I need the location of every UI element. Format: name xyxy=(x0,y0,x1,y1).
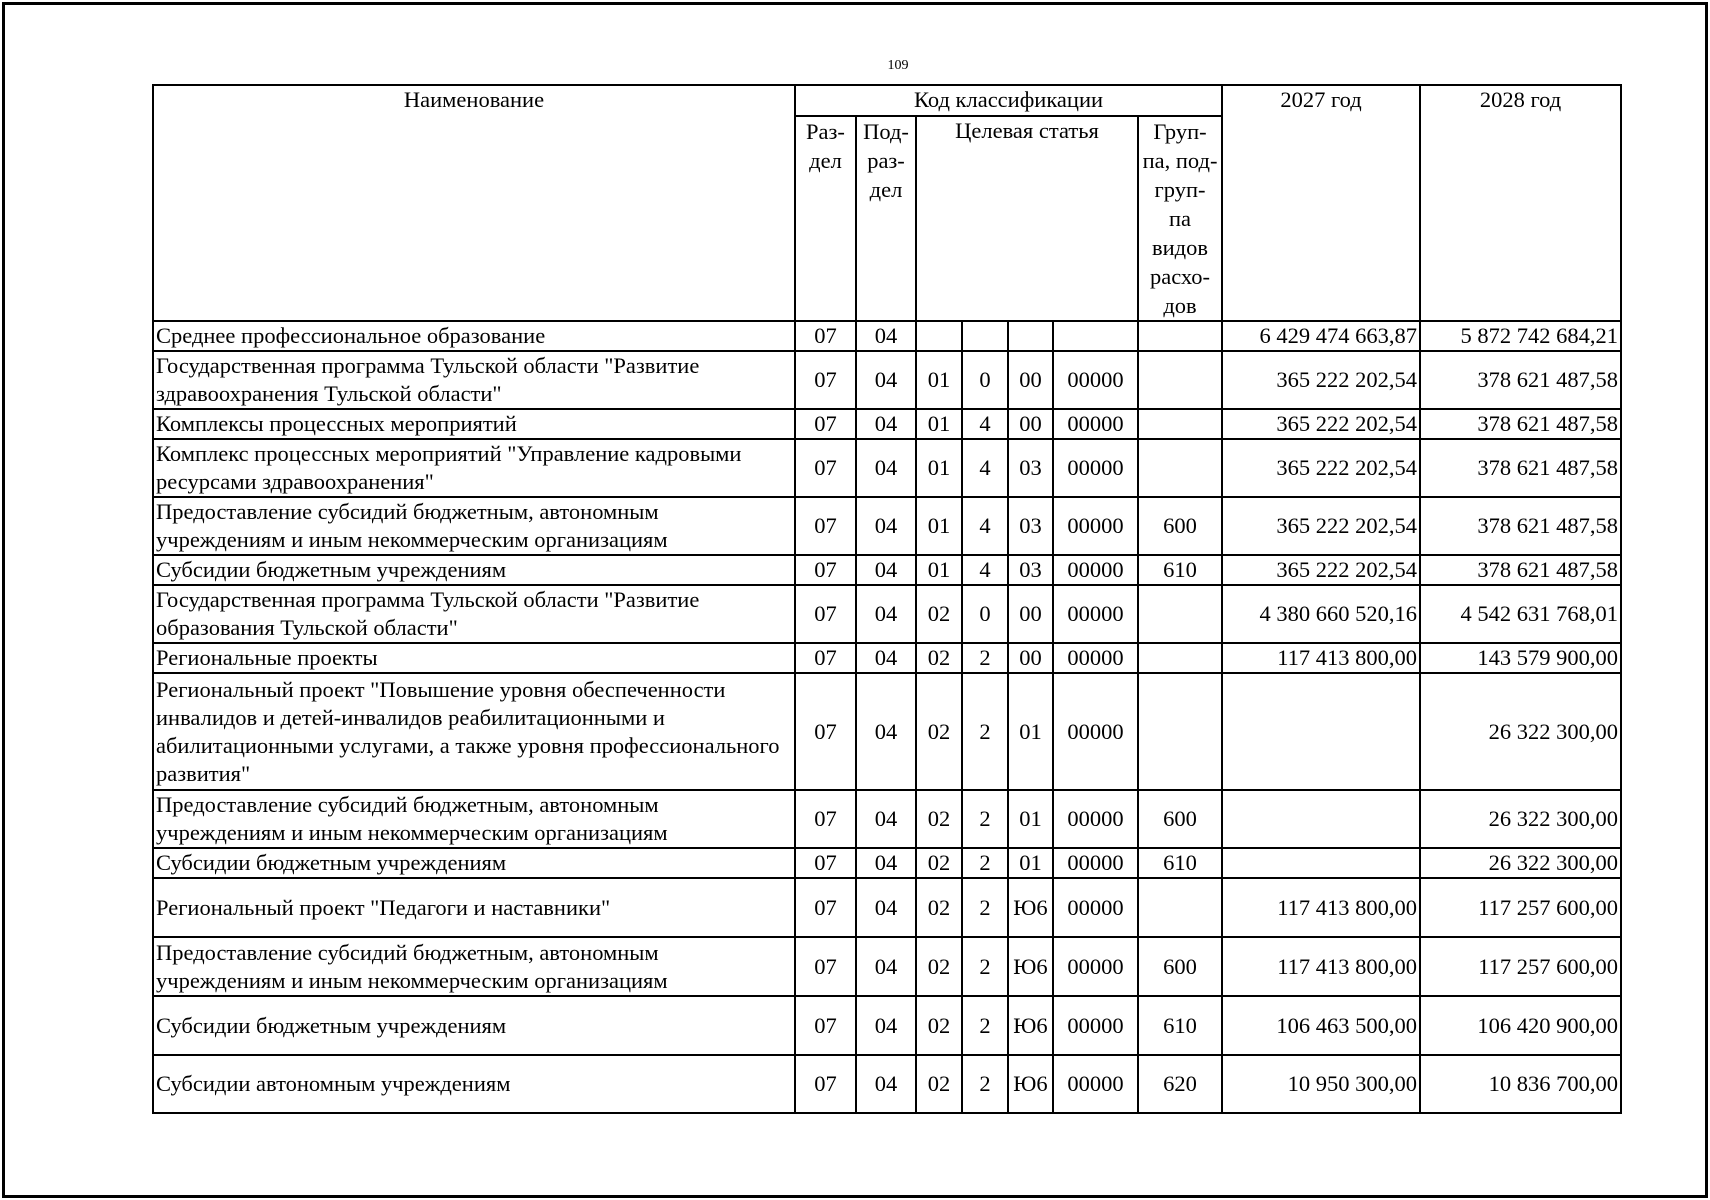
row-target-structure: 00 xyxy=(1008,409,1053,439)
row-subsection: 04 xyxy=(856,937,916,996)
header-target-article: Целевая статья xyxy=(916,116,1138,321)
row-subsection: 04 xyxy=(856,878,916,937)
row-name: Предоставление субсидий бюджетным, автономным учреждениям и иным некоммерческим организациям xyxy=(153,497,795,555)
row-target-direction: 00000 xyxy=(1053,585,1138,643)
row-section: 07 xyxy=(795,439,856,497)
row-target-structure: 00 xyxy=(1008,585,1053,643)
row-target-direction: 00000 xyxy=(1053,848,1138,878)
row-name: Региональный проект "Повышение уровня обеспеченности инвалидов и детей-инвалидов реабилитационными и абилитационными услугами, а также уровня профессионального развития" xyxy=(153,673,795,790)
row-amount-2027: 365 222 202,54 xyxy=(1222,439,1420,497)
table-row xyxy=(153,1055,1621,1113)
row-section: 07 xyxy=(795,409,856,439)
row-section: 07 xyxy=(795,351,856,409)
row-target-type: 2 xyxy=(962,643,1008,673)
table-row xyxy=(153,321,1621,351)
row-target-type: 2 xyxy=(962,996,1008,1055)
row-target-program: 01 xyxy=(916,497,962,555)
row-section: 07 xyxy=(795,790,856,848)
row-target-structure: Ю6 xyxy=(1008,996,1053,1055)
table-row xyxy=(153,996,1621,1055)
row-amount-2027 xyxy=(1222,673,1420,790)
row-amount-2028: 378 621 487,58 xyxy=(1420,409,1621,439)
table-row xyxy=(153,878,1621,937)
row-target-type: 2 xyxy=(962,1055,1008,1113)
row-target-structure: 00 xyxy=(1008,643,1053,673)
row-target-program: 02 xyxy=(916,878,962,937)
row-target-type: 2 xyxy=(962,673,1008,790)
row-section: 07 xyxy=(795,555,856,585)
row-name: Субсидии бюджетным учреждениям xyxy=(153,996,795,1055)
row-target-direction: 00000 xyxy=(1053,996,1138,1055)
row-expense-group xyxy=(1138,643,1222,673)
row-expense-group: 610 xyxy=(1138,555,1222,585)
table-row xyxy=(153,790,1621,848)
row-target-structure: Ю6 xyxy=(1008,1055,1053,1113)
row-amount-2027 xyxy=(1222,848,1420,878)
table-row xyxy=(153,409,1621,439)
row-amount-2028: 26 322 300,00 xyxy=(1420,848,1621,878)
row-target-structure: 03 xyxy=(1008,555,1053,585)
row-amount-2028: 117 257 600,00 xyxy=(1420,878,1621,937)
table-row xyxy=(153,555,1621,585)
row-target-type: 2 xyxy=(962,848,1008,878)
row-subsection: 04 xyxy=(856,1055,916,1113)
header-section: Раз- дел xyxy=(795,116,856,321)
row-amount-2028: 143 579 900,00 xyxy=(1420,643,1621,673)
row-amount-2027: 365 222 202,54 xyxy=(1222,555,1420,585)
row-section: 07 xyxy=(795,937,856,996)
row-target-direction: 00000 xyxy=(1053,937,1138,996)
row-target-structure: 03 xyxy=(1008,497,1053,555)
row-amount-2028: 378 621 487,58 xyxy=(1420,497,1621,555)
row-expense-group: 610 xyxy=(1138,848,1222,878)
row-section: 07 xyxy=(795,585,856,643)
row-target-type: 4 xyxy=(962,497,1008,555)
page-number: 109 xyxy=(887,58,909,73)
row-expense-group xyxy=(1138,409,1222,439)
row-target-program: 02 xyxy=(916,937,962,996)
row-target-structure: 01 xyxy=(1008,848,1053,878)
row-amount-2028: 4 542 631 768,01 xyxy=(1420,585,1621,643)
row-subsection: 04 xyxy=(856,497,916,555)
row-name: Государственная программа Тульской области "Развитие здравоохранения Тульской области" xyxy=(153,351,795,409)
row-target-program: 01 xyxy=(916,555,962,585)
row-amount-2027 xyxy=(1222,790,1420,848)
row-amount-2027: 10 950 300,00 xyxy=(1222,1055,1420,1113)
table-row xyxy=(153,937,1621,996)
row-subsection: 04 xyxy=(856,555,916,585)
row-target-type: 2 xyxy=(962,937,1008,996)
row-amount-2028: 26 322 300,00 xyxy=(1420,790,1621,848)
row-target-type: 4 xyxy=(962,409,1008,439)
row-expense-group xyxy=(1138,673,1222,790)
row-amount-2027: 117 413 800,00 xyxy=(1222,878,1420,937)
row-target-program: 02 xyxy=(916,1055,962,1113)
row-target-type xyxy=(962,321,1008,351)
row-target-program: 02 xyxy=(916,673,962,790)
row-target-program: 02 xyxy=(916,643,962,673)
row-expense-group: 610 xyxy=(1138,996,1222,1055)
row-target-program xyxy=(916,321,962,351)
row-subsection: 04 xyxy=(856,585,916,643)
row-expense-group: 620 xyxy=(1138,1055,1222,1113)
row-target-type: 4 xyxy=(962,439,1008,497)
row-subsection: 04 xyxy=(856,848,916,878)
table-row xyxy=(153,643,1621,673)
table-row xyxy=(153,497,1621,555)
row-section: 07 xyxy=(795,321,856,351)
row-amount-2028: 10 836 700,00 xyxy=(1420,1055,1621,1113)
header-name: Наименование xyxy=(153,85,795,321)
row-target-program: 02 xyxy=(916,848,962,878)
row-subsection: 04 xyxy=(856,351,916,409)
row-target-type: 0 xyxy=(962,351,1008,409)
table-row xyxy=(153,585,1621,643)
row-target-program: 02 xyxy=(916,585,962,643)
row-amount-2027: 117 413 800,00 xyxy=(1222,937,1420,996)
row-subsection: 04 xyxy=(856,409,916,439)
row-amount-2027: 365 222 202,54 xyxy=(1222,497,1420,555)
row-amount-2027: 4 380 660 520,16 xyxy=(1222,585,1420,643)
row-subsection: 04 xyxy=(856,673,916,790)
row-amount-2027: 117 413 800,00 xyxy=(1222,643,1420,673)
row-target-structure xyxy=(1008,321,1053,351)
row-expense-group: 600 xyxy=(1138,497,1222,555)
row-subsection: 04 xyxy=(856,439,916,497)
row-amount-2028: 378 621 487,58 xyxy=(1420,439,1621,497)
header-expense-group: Груп- па, под- груп- па видов расхо- дов xyxy=(1138,116,1222,321)
row-expense-group xyxy=(1138,439,1222,497)
row-amount-2027: 106 463 500,00 xyxy=(1222,996,1420,1055)
table-row xyxy=(153,673,1621,790)
row-target-direction xyxy=(1053,321,1138,351)
row-target-structure: 01 xyxy=(1008,673,1053,790)
row-target-structure: 03 xyxy=(1008,439,1053,497)
row-subsection: 04 xyxy=(856,790,916,848)
row-target-structure: 00 xyxy=(1008,351,1053,409)
row-target-direction: 00000 xyxy=(1053,555,1138,585)
row-amount-2027: 365 222 202,54 xyxy=(1222,409,1420,439)
row-name: Региональные проекты xyxy=(153,643,795,673)
header-year-2027: 2027 год xyxy=(1222,85,1420,321)
row-target-program: 01 xyxy=(916,409,962,439)
row-target-type: 0 xyxy=(962,585,1008,643)
row-target-direction: 00000 xyxy=(1053,409,1138,439)
row-amount-2028: 26 322 300,00 xyxy=(1420,673,1621,790)
row-target-program: 02 xyxy=(916,996,962,1055)
row-name: Региональный проект "Педагоги и наставники" xyxy=(153,878,795,937)
row-subsection: 04 xyxy=(856,643,916,673)
row-amount-2028: 106 420 900,00 xyxy=(1420,996,1621,1055)
row-amount-2027: 6 429 474 663,87 xyxy=(1222,321,1420,351)
row-amount-2028: 5 872 742 684,21 xyxy=(1420,321,1621,351)
row-amount-2028: 117 257 600,00 xyxy=(1420,937,1621,996)
row-expense-group: 600 xyxy=(1138,790,1222,848)
budget-table xyxy=(152,84,1622,1114)
row-name: Государственная программа Тульской области "Развитие образования Тульской области" xyxy=(153,585,795,643)
row-amount-2028: 378 621 487,58 xyxy=(1420,351,1621,409)
row-section: 07 xyxy=(795,497,856,555)
row-amount-2027: 365 222 202,54 xyxy=(1222,351,1420,409)
row-section: 07 xyxy=(795,673,856,790)
row-target-direction: 00000 xyxy=(1053,643,1138,673)
row-name: Предоставление субсидий бюджетным, автономным учреждениям и иным некоммерческим организациям xyxy=(153,790,795,848)
table-row xyxy=(153,351,1621,409)
row-name: Предоставление субсидий бюджетным, автономным учреждениям и иным некоммерческим организациям xyxy=(153,937,795,996)
row-name: Комплексы процессных мероприятий xyxy=(153,409,795,439)
header-classification: Код классификации xyxy=(795,85,1222,116)
row-expense-group: 600 xyxy=(1138,937,1222,996)
row-target-type: 2 xyxy=(962,878,1008,937)
row-target-type: 4 xyxy=(962,555,1008,585)
row-target-direction: 00000 xyxy=(1053,790,1138,848)
row-section: 07 xyxy=(795,996,856,1055)
row-target-direction: 00000 xyxy=(1053,439,1138,497)
row-name: Среднее профессиональное образование xyxy=(153,321,795,351)
header-subsection: Под- раз- дел xyxy=(856,116,916,321)
row-expense-group xyxy=(1138,585,1222,643)
row-target-structure: Ю6 xyxy=(1008,937,1053,996)
row-target-program: 02 xyxy=(916,790,962,848)
row-target-structure: Ю6 xyxy=(1008,878,1053,937)
row-target-program: 01 xyxy=(916,439,962,497)
row-target-direction: 00000 xyxy=(1053,878,1138,937)
row-name: Субсидии автономным учреждениям xyxy=(153,1055,795,1113)
row-target-program: 01 xyxy=(916,351,962,409)
row-amount-2028: 378 621 487,58 xyxy=(1420,555,1621,585)
row-section: 07 xyxy=(795,848,856,878)
row-target-type: 2 xyxy=(962,790,1008,848)
row-name: Комплекс процессных мероприятий "Управление кадровыми ресурсами здравоохранения" xyxy=(153,439,795,497)
row-target-direction: 00000 xyxy=(1053,497,1138,555)
row-expense-group xyxy=(1138,351,1222,409)
row-target-direction: 00000 xyxy=(1053,1055,1138,1113)
row-subsection: 04 xyxy=(856,321,916,351)
table-row xyxy=(153,848,1621,878)
row-expense-group xyxy=(1138,321,1222,351)
row-target-direction: 00000 xyxy=(1053,351,1138,409)
row-expense-group xyxy=(1138,878,1222,937)
row-section: 07 xyxy=(795,643,856,673)
row-target-direction: 00000 xyxy=(1053,673,1138,790)
row-name: Субсидии бюджетным учреждениям xyxy=(153,555,795,585)
row-target-structure: 01 xyxy=(1008,790,1053,848)
row-subsection: 04 xyxy=(856,996,916,1055)
row-section: 07 xyxy=(795,1055,856,1113)
row-name: Субсидии бюджетным учреждениям xyxy=(153,848,795,878)
table-row xyxy=(153,439,1621,497)
header-year-2028: 2028 год xyxy=(1420,85,1621,321)
row-section: 07 xyxy=(795,878,856,937)
